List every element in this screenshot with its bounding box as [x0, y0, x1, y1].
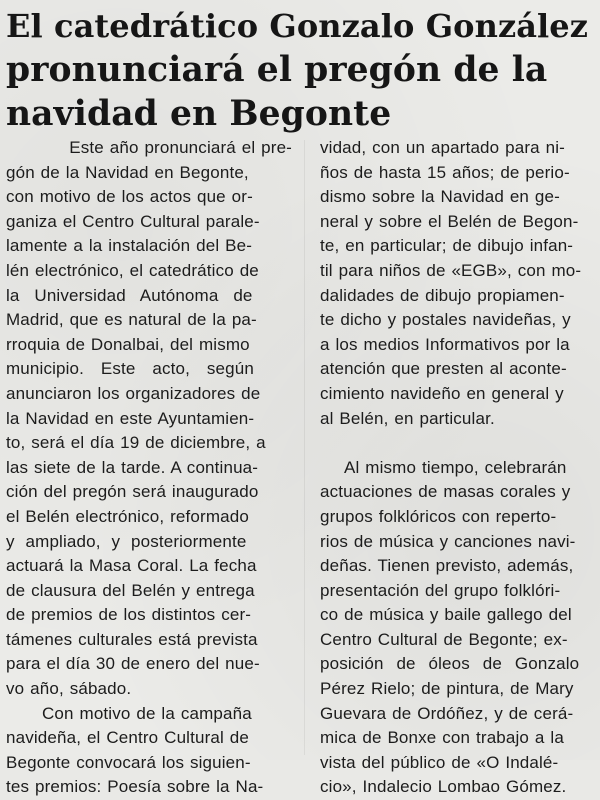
text-line: y ampliado, y posteriormente [6, 531, 247, 551]
text-line: la Universidad Autónoma de [6, 285, 253, 305]
text-line: dismo sobre la Navidad en ge- [320, 187, 560, 207]
text-line: te dicho y postales navideñas, y [320, 310, 571, 330]
text-line: deñas. Tienen previsto, además, [320, 556, 574, 576]
text-line: vista del público de «O Indalé- [320, 752, 559, 772]
text-line: vidad, con un apartado para ni- [320, 138, 565, 157]
text-line: co de música y baile gallego del [320, 605, 572, 625]
headline-line: pronunciará el pregón de la [6, 50, 548, 90]
text-line: de premios de los distintos cer- [6, 605, 252, 625]
paragraph-gap [320, 431, 598, 456]
text-line: Con motivo de la campaña [42, 703, 252, 723]
text-line: actuará la Masa Coral. La fecha [6, 556, 257, 576]
text-line: atención que presten al aconte- [320, 359, 567, 379]
headline [6, 4, 596, 136]
text-line: grupos folklóricos con reperto- [320, 506, 557, 526]
text-line: ción del pregón será inaugurado [6, 482, 259, 502]
text-line: la Navidad en este Ayuntamien- [6, 408, 255, 428]
text-line: a los medios Informativos por la [320, 334, 570, 354]
text-line: Begonte convocará los siguien- [6, 752, 251, 772]
text-line: para el día 30 de enero del nue- [6, 654, 260, 674]
text-line: rroquia de Donalbai, del mismo [6, 334, 250, 354]
text-line: mica de Bonxe con trabajo a la [320, 728, 564, 748]
text-line: ños de hasta 15 años; de perio- [320, 162, 570, 182]
text-line: támenes culturales está prevista [6, 629, 258, 649]
text-line: al Belén, en particular. [320, 408, 495, 428]
text-line: municipio. Este acto, según [6, 359, 254, 379]
text-line: rios de música y canciones navi- [320, 531, 576, 551]
text-line: vo año, sábado. [6, 679, 132, 699]
article-column-right [320, 136, 598, 800]
text-line: Pérez Rielo; de pintura, de Mary [320, 679, 574, 699]
text-line: cimiento navideño en general y [320, 383, 564, 403]
column-gutter [304, 140, 305, 755]
headline-line: El catedrático Gonzalo González [6, 7, 589, 45]
headline-line: navidad en Begonte [6, 94, 392, 134]
text-line: de clausura del Belén y entrega [6, 580, 255, 600]
text-line: tes premios: Poesía sobre la Na- [6, 777, 264, 797]
text-line: til para niños de «EGB», con mo- [320, 260, 582, 280]
text-line: to, será el día 19 de diciembre, a [6, 433, 266, 453]
text-line: cio», Indalecio Lombao Gómez. [320, 777, 567, 797]
article-column-left [6, 136, 292, 800]
text-line: gón de la Navidad en Begonte, [6, 162, 249, 182]
text-line: Este año pronunciará el pre- [69, 138, 292, 157]
text-line: ganiza el Centro Cultural parale- [6, 211, 260, 231]
text-line: neral y sobre el Belén de Begon- [320, 211, 579, 231]
text-line: actuaciones de masas corales y [320, 482, 571, 502]
text-line: lamente a la instalación del Be- [6, 236, 253, 256]
text-line: te, en particular; de dibujo infan- [320, 236, 574, 256]
text-line: el Belén electrónico, reformado [6, 506, 249, 526]
text-line: anunciaron los organizadores de [6, 383, 261, 403]
text-line: con motivo de los actos que or- [6, 187, 253, 207]
text-line: Al mismo tiempo, celebrarán [344, 457, 567, 477]
text-line: Guevara de Ordóñez, y de cerá- [320, 703, 574, 723]
text-line: Centro Cultural de Begonte; ex- [320, 629, 568, 649]
text-line: lén electrónico, el catedrático de [6, 260, 259, 280]
text-line: las siete de la tarde. A continua- [6, 457, 259, 477]
text-line: presentación del grupo folklóri- [320, 580, 561, 600]
text-line: dalidades de dibujo propiamen- [320, 285, 565, 305]
text-line: navideña, el Centro Cultural de [6, 728, 250, 748]
text-line: posición de óleos de Gonzalo [320, 654, 580, 674]
text-line: Madrid, que es natural de la pa- [6, 310, 257, 330]
